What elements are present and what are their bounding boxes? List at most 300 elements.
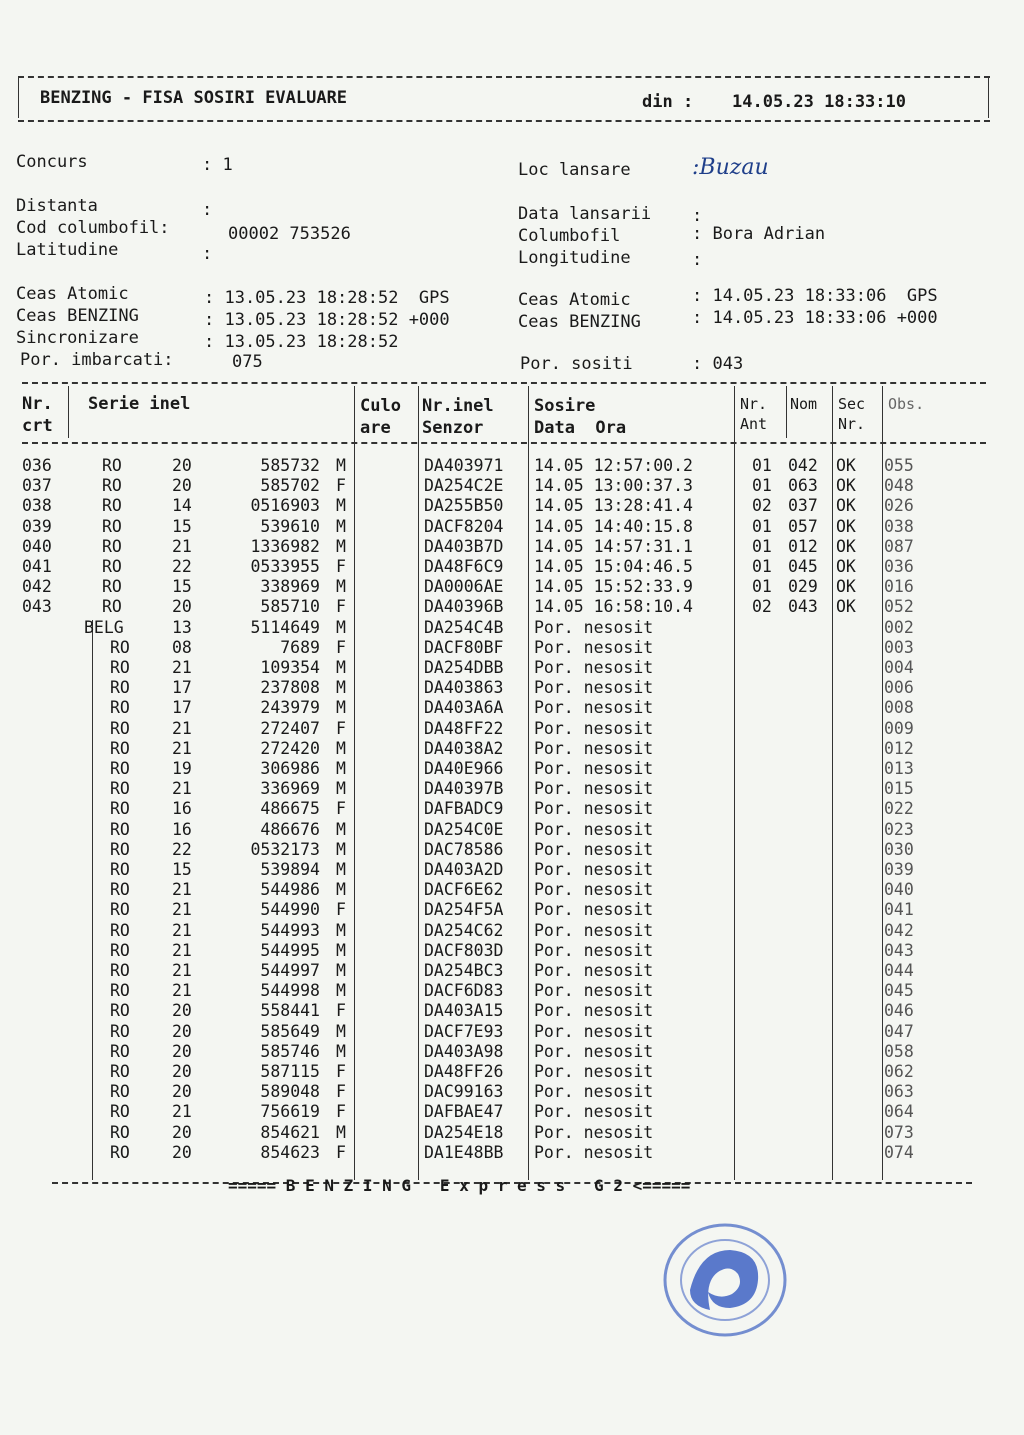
- cell-ring: DA254C62: [424, 920, 504, 940]
- cell-ring: DAC78586: [424, 839, 504, 859]
- cell-nom: 057: [788, 516, 818, 536]
- cell-num: 558441: [260, 1001, 320, 1021]
- table-row: [22, 537, 982, 557]
- cell-yr: 20: [172, 456, 192, 475]
- cell-obs: 058: [884, 1041, 914, 1061]
- cell-obs: 087: [884, 536, 914, 556]
- cell-nom: 063: [788, 476, 818, 496]
- cell-yr: 19: [172, 759, 192, 778]
- cell-sosire: Por. nesosit: [534, 860, 654, 879]
- cell-num: 585710: [260, 597, 320, 617]
- footer-brand: ===== B E N Z I N G E x p r e s s G 2 <=====: [228, 1176, 691, 1195]
- table-row: [22, 496, 982, 516]
- cell-sec: OK: [836, 456, 856, 475]
- cell-num: 109354: [260, 658, 320, 677]
- cell-obs: 008: [884, 698, 914, 718]
- report-date-value: 14.05.23 18:33:10: [732, 92, 906, 112]
- cell-ant: 02: [752, 496, 772, 516]
- cell-obs: 036: [884, 557, 914, 576]
- cell-sex: F: [336, 1102, 346, 1122]
- cell-obs: 006: [884, 678, 914, 698]
- cell-obs: 030: [884, 839, 914, 859]
- cell-sex: M: [336, 658, 346, 677]
- cell-yr: 21: [172, 779, 192, 799]
- table-row: [22, 517, 982, 537]
- cell-yr: 21: [172, 1102, 192, 1122]
- distanta-value: :: [202, 200, 213, 220]
- cell-nr: 036: [22, 456, 52, 475]
- cell-sosire: Por. nesosit: [534, 1122, 654, 1142]
- cell-sosire: Por. nesosit: [534, 1142, 654, 1162]
- cell-ring: DACF6D83: [424, 981, 504, 1001]
- col-nr-ant-header-2: Ant: [740, 415, 768, 433]
- cell-cty: RO: [102, 536, 122, 556]
- ceas-atomic-right-value: : 14.05.23 18:33:06 GPS: [692, 286, 938, 306]
- cell-num: 1336982: [250, 536, 320, 556]
- cell-ring: DA255B50: [424, 496, 504, 516]
- table-header-rule: [22, 442, 986, 444]
- cell-obs: 047: [884, 1021, 914, 1041]
- table-row: [22, 678, 982, 698]
- cell-sosire: Por. nesosit: [534, 1062, 654, 1081]
- loc-lansare-value: :Buzau: [692, 155, 769, 180]
- cell-nr: 040: [22, 536, 52, 556]
- cell-ring: DA40E966: [424, 759, 504, 778]
- cell-sex: M: [336, 920, 346, 940]
- ceas-atomic-left-value: : 13.05.23 18:28:52 GPS: [204, 288, 450, 308]
- cell-cty: RO: [102, 557, 122, 576]
- cell-sec: OK: [836, 516, 856, 536]
- cell-cty: RO: [102, 597, 122, 617]
- cell-ring: DAFBAE47: [424, 1102, 504, 1122]
- concurs-label: Concurs: [16, 152, 88, 172]
- table-row: [22, 557, 982, 577]
- cell-yr: 20: [172, 1142, 192, 1162]
- cell-obs: 073: [884, 1122, 914, 1142]
- cell-ring: DA403971: [424, 456, 504, 475]
- latitudine-label: Latitudine: [16, 240, 119, 260]
- table-row: [22, 638, 982, 658]
- cell-cty: RO: [102, 577, 122, 597]
- col-obs-header: Obs.: [888, 395, 925, 413]
- latitudine-value: :: [202, 244, 213, 264]
- table-row: [22, 739, 982, 759]
- imbarcati-value: 075: [232, 352, 263, 372]
- cell-cty: RO: [110, 860, 130, 879]
- cell-yr: 15: [172, 516, 192, 536]
- cell-sex: M: [336, 1122, 346, 1142]
- cell-obs: 015: [884, 779, 914, 799]
- cell-yr: 21: [172, 981, 192, 1001]
- cell-nom: 037: [788, 496, 818, 516]
- table-row: [22, 719, 982, 739]
- cell-num: 544997: [260, 961, 320, 980]
- cell-cty: BELG: [84, 617, 124, 637]
- cell-ring: DA48F6C9: [424, 557, 504, 576]
- cell-cty: RO: [110, 799, 130, 819]
- ceas-atomic-right-label: Ceas Atomic: [518, 290, 631, 310]
- cell-num: 243979: [260, 698, 320, 718]
- table-row: [22, 1102, 982, 1122]
- cell-ring: DA254E18: [424, 1122, 504, 1142]
- cell-sex: F: [336, 718, 346, 738]
- cell-num: 336969: [260, 779, 320, 799]
- concurs-value: : 1: [202, 155, 233, 175]
- cell-cty: RO: [102, 516, 122, 536]
- sincronizare-label: Sincronizare: [16, 328, 139, 348]
- cell-sosire: Por. nesosit: [534, 940, 654, 960]
- cell-ant: 01: [752, 456, 772, 475]
- header-bottom-rule: [18, 120, 990, 122]
- cell-cty: RO: [102, 496, 122, 516]
- cell-cty: RO: [110, 1122, 130, 1142]
- cell-sex: M: [336, 1021, 346, 1041]
- cell-yr: 20: [172, 476, 192, 496]
- ceas-benzing-left-label: Ceas BENZING: [16, 306, 139, 326]
- cell-yr: 21: [172, 880, 192, 900]
- cell-obs: 052: [884, 597, 914, 617]
- data-lansarii-value: :: [692, 206, 703, 226]
- cell-yr: 21: [172, 536, 192, 556]
- cell-cty: RO: [110, 1062, 130, 1081]
- longitudine-label: Longitudine: [518, 248, 631, 268]
- cell-num: 585746: [260, 1041, 320, 1061]
- cell-num: 544990: [260, 900, 320, 920]
- cell-num: 589048: [260, 1082, 320, 1102]
- cell-num: 544995: [260, 940, 320, 960]
- cell-num: 5114649: [250, 617, 320, 637]
- table-row: [22, 1143, 982, 1163]
- cell-cty: RO: [110, 839, 130, 859]
- cell-sex: M: [336, 860, 346, 879]
- cell-num: 7689: [280, 637, 320, 657]
- cell-ant: 01: [752, 577, 772, 597]
- cell-sosire: Por. nesosit: [534, 819, 654, 839]
- cell-yr: 21: [172, 961, 192, 980]
- cell-sex: M: [336, 961, 346, 980]
- cell-sex: M: [336, 496, 346, 516]
- columbofil-value: : Bora Adrian: [692, 224, 826, 244]
- cell-sex: F: [336, 476, 346, 496]
- cell-sex: M: [336, 981, 346, 1001]
- cell-obs: 022: [884, 799, 914, 819]
- cell-obs: 026: [884, 496, 914, 516]
- cell-nom: 029: [788, 577, 818, 597]
- table-row: [22, 476, 982, 496]
- cell-sex: M: [336, 738, 346, 758]
- cell-ring: DA254C0E: [424, 819, 504, 839]
- cell-num: 0532173: [250, 839, 320, 859]
- table-row: [22, 880, 982, 900]
- cell-yr: 22: [172, 557, 192, 576]
- cell-obs: 013: [884, 759, 914, 778]
- cod-columbofil-value: 00002 753526: [228, 224, 351, 244]
- cell-ring: DA403A15: [424, 1001, 504, 1021]
- cell-cty: RO: [110, 738, 130, 758]
- cell-sex: M: [336, 456, 346, 475]
- cell-obs: 002: [884, 617, 914, 637]
- cell-sex: M: [336, 839, 346, 859]
- cell-sosire: 14.05 13:00:37.3: [534, 476, 693, 496]
- cell-nom: 045: [788, 557, 818, 576]
- cell-cty: RO: [102, 476, 122, 496]
- sep-nr: [68, 386, 69, 438]
- table-row: [22, 961, 982, 981]
- cell-cty: RO: [102, 456, 122, 475]
- col-culoare-header-2: are: [360, 418, 391, 438]
- cell-ring: DA48FF26: [424, 1062, 504, 1081]
- cell-sex: M: [336, 516, 346, 536]
- table-row: [22, 759, 982, 779]
- header-right-bar: [988, 78, 989, 118]
- cell-ring: DA254C2E: [424, 476, 504, 496]
- col-data-ora-header: Data Ora: [534, 418, 627, 438]
- cell-yr: 08: [172, 637, 192, 657]
- cell-ant: 01: [752, 516, 772, 536]
- table-row: [22, 597, 982, 617]
- cell-sosire: Por. nesosit: [534, 718, 654, 738]
- table-row: [22, 577, 982, 597]
- cell-sex: F: [336, 637, 346, 657]
- cell-yr: 13: [172, 617, 192, 637]
- cell-num: 338969: [260, 577, 320, 597]
- cell-sosire: Por. nesosit: [534, 880, 654, 900]
- col-sec-header-2: Nr.: [838, 415, 866, 433]
- cell-cty: RO: [110, 961, 130, 980]
- cell-nr: 037: [22, 476, 52, 496]
- sositi-label: Por. sositi: [520, 354, 633, 374]
- table-row: [22, 860, 982, 880]
- cell-sosire: Por. nesosit: [534, 961, 654, 980]
- cell-sosire: Por. nesosit: [534, 920, 654, 940]
- cell-sex: M: [336, 779, 346, 799]
- cell-ring: DA48FF22: [424, 718, 504, 738]
- cell-cty: RO: [110, 940, 130, 960]
- cell-cty: RO: [110, 1142, 130, 1162]
- cell-sosire: Por. nesosit: [534, 900, 654, 920]
- col-nr-inel-header: Nr.inel: [422, 396, 494, 416]
- cell-obs: 045: [884, 981, 914, 1001]
- cell-obs: 009: [884, 718, 914, 738]
- table-row: [22, 779, 982, 799]
- loc-lansare-label: Loc lansare: [518, 160, 631, 180]
- cell-num: 539610: [260, 516, 320, 536]
- col-nom-header: Nom: [790, 395, 818, 413]
- cell-yr: 21: [172, 738, 192, 758]
- table-row: [22, 921, 982, 941]
- cell-ring: DACF803D: [424, 940, 504, 960]
- cell-ring: DA254DBB: [424, 658, 504, 677]
- cell-num: 486676: [260, 819, 320, 839]
- table-row: [22, 1042, 982, 1062]
- cell-num: 272420: [260, 738, 320, 758]
- header-left-bar: [18, 78, 19, 118]
- cell-cty: RO: [110, 779, 130, 799]
- cell-yr: 15: [172, 577, 192, 597]
- sincronizare-value: : 13.05.23 18:28:52: [204, 332, 399, 352]
- cell-yr: 21: [172, 658, 192, 677]
- cell-ring: DA0006AE: [424, 577, 504, 597]
- cell-nr: 043: [22, 597, 52, 617]
- cell-ant: 01: [752, 557, 772, 576]
- cell-yr: 20: [172, 1001, 192, 1021]
- cell-num: 585649: [260, 1021, 320, 1041]
- cell-cty: RO: [110, 900, 130, 920]
- cell-ant: 02: [752, 597, 772, 617]
- report-date-label: din :: [642, 92, 694, 112]
- cell-yr: 20: [172, 1021, 192, 1041]
- cell-sosire: 14.05 12:57:00.2: [534, 456, 693, 475]
- cell-sex: M: [336, 678, 346, 698]
- cell-ant: 01: [752, 476, 772, 496]
- cell-sex: F: [336, 1001, 346, 1021]
- ceas-benzing-right-value: : 14.05.23 18:33:06 +000: [692, 308, 938, 328]
- ceas-benzing-left-value: : 13.05.23 18:28:52 +000: [204, 310, 450, 330]
- cell-sex: M: [336, 819, 346, 839]
- cell-ring: DA254BC3: [424, 961, 504, 980]
- cell-cty: RO: [110, 678, 130, 698]
- cell-ring: DACF80BF: [424, 637, 504, 657]
- round-stamp-icon: [660, 1220, 790, 1340]
- table-row: [22, 1022, 982, 1042]
- cell-yr: 22: [172, 839, 192, 859]
- cell-obs: 074: [884, 1142, 914, 1162]
- cell-obs: 016: [884, 577, 914, 597]
- cell-sec: OK: [836, 476, 856, 496]
- cell-sosire: Por. nesosit: [534, 799, 654, 819]
- table-row: [22, 456, 982, 476]
- cell-ring: DACF6E62: [424, 880, 504, 900]
- cell-sosire: Por. nesosit: [534, 738, 654, 758]
- cell-ring: DA403A2D: [424, 860, 504, 879]
- cell-num: 272407: [260, 718, 320, 738]
- cell-nr: 039: [22, 516, 52, 536]
- cell-sosire: Por. nesosit: [534, 678, 654, 698]
- cell-sosire: Por. nesosit: [534, 1102, 654, 1122]
- cell-nom: 012: [788, 536, 818, 556]
- table-row: [22, 658, 982, 678]
- cell-sosire: 14.05 15:52:33.9: [534, 577, 693, 597]
- cell-nr: 042: [22, 577, 52, 597]
- cell-obs: 062: [884, 1062, 914, 1081]
- cell-obs: 063: [884, 1082, 914, 1102]
- cell-ring: DAC99163: [424, 1082, 504, 1102]
- table-row: [22, 840, 982, 860]
- cell-ring: DA403A98: [424, 1041, 504, 1061]
- cell-ring: DA40397B: [424, 779, 504, 799]
- cell-sosire: Por. nesosit: [534, 1041, 654, 1061]
- cell-cty: RO: [110, 1082, 130, 1102]
- cell-nr: 041: [22, 557, 52, 576]
- cell-sex: F: [336, 799, 346, 819]
- cell-num: 0516903: [250, 496, 320, 516]
- cell-cty: RO: [110, 1021, 130, 1041]
- cell-yr: 16: [172, 819, 192, 839]
- cell-sex: M: [336, 577, 346, 597]
- cell-yr: 21: [172, 900, 192, 920]
- cell-obs: 042: [884, 920, 914, 940]
- cell-ring: DA403B7D: [424, 536, 504, 556]
- cell-obs: 064: [884, 1102, 914, 1122]
- cell-obs: 038: [884, 516, 914, 536]
- cell-num: 0533955: [250, 557, 320, 576]
- cell-ring: DA40396B: [424, 597, 504, 617]
- cell-sex: M: [336, 1041, 346, 1061]
- table-top-rule: [22, 382, 986, 384]
- ceas-atomic-left-label: Ceas Atomic: [16, 284, 129, 304]
- cod-columbofil-label: Cod columbofil:: [16, 218, 170, 238]
- cell-num: 539894: [260, 860, 320, 879]
- cell-num: 585702: [260, 476, 320, 496]
- cell-ring: DA254F5A: [424, 900, 504, 920]
- cell-ring: DAFBADC9: [424, 799, 504, 819]
- cell-sec: OK: [836, 496, 856, 516]
- report-title: BENZING - FISA SOSIRI EVALUARE: [40, 88, 348, 108]
- cell-sex: M: [336, 759, 346, 778]
- cell-ring: DA4038A2: [424, 738, 504, 758]
- cell-obs: 003: [884, 637, 914, 657]
- cell-nom: 042: [788, 456, 818, 475]
- table-row: [22, 900, 982, 920]
- cell-obs: 041: [884, 900, 914, 920]
- cell-ring: DA254C4B: [424, 617, 504, 637]
- cell-obs: 012: [884, 738, 914, 758]
- cell-sex: M: [336, 698, 346, 718]
- cell-yr: 20: [172, 597, 192, 617]
- cell-num: 544993: [260, 920, 320, 940]
- cell-obs: 046: [884, 1001, 914, 1021]
- cell-num: 585732: [260, 456, 320, 475]
- cell-sosire: Por. nesosit: [534, 779, 654, 799]
- cell-sosire: Por. nesosit: [534, 839, 654, 859]
- cell-sosire: 14.05 13:28:41.4: [534, 496, 693, 516]
- cell-cty: RO: [110, 1041, 130, 1061]
- cell-yr: 20: [172, 1041, 192, 1061]
- cell-cty: RO: [110, 759, 130, 778]
- cell-ring: DA403863: [424, 678, 504, 698]
- cell-sosire: Por. nesosit: [534, 1082, 654, 1102]
- cell-cty: RO: [110, 981, 130, 1001]
- cell-sec: OK: [836, 577, 856, 597]
- cell-cty: RO: [110, 920, 130, 940]
- col-sosire-header: Sosire: [534, 396, 596, 416]
- cell-yr: 21: [172, 718, 192, 738]
- cell-yr: 21: [172, 940, 192, 960]
- cell-ring: DA403A6A: [424, 698, 504, 718]
- table-row: [22, 941, 982, 961]
- cell-obs: 039: [884, 860, 914, 879]
- col-senzor-header: Senzor: [422, 418, 484, 438]
- cell-num: 544998: [260, 981, 320, 1001]
- cell-ant: 01: [752, 536, 772, 556]
- cell-obs: 023: [884, 819, 914, 839]
- cell-yr: 21: [172, 920, 192, 940]
- table-row: [22, 618, 982, 638]
- cell-num: 587115: [260, 1062, 320, 1081]
- cell-sex: M: [336, 617, 346, 637]
- cell-cty: RO: [110, 698, 130, 718]
- cell-yr: 15: [172, 860, 192, 879]
- cell-num: 544986: [260, 880, 320, 900]
- cell-sosire: 14.05 14:40:15.8: [534, 516, 693, 536]
- cell-num: 756619: [260, 1102, 320, 1122]
- cell-sosire: Por. nesosit: [534, 1001, 654, 1021]
- cell-sec: OK: [836, 557, 856, 576]
- cell-yr: 20: [172, 1082, 192, 1102]
- cell-sosire: 14.05 16:58:10.4: [534, 597, 693, 617]
- cell-sosire: Por. nesosit: [534, 759, 654, 778]
- col-crt-header: crt: [22, 416, 53, 436]
